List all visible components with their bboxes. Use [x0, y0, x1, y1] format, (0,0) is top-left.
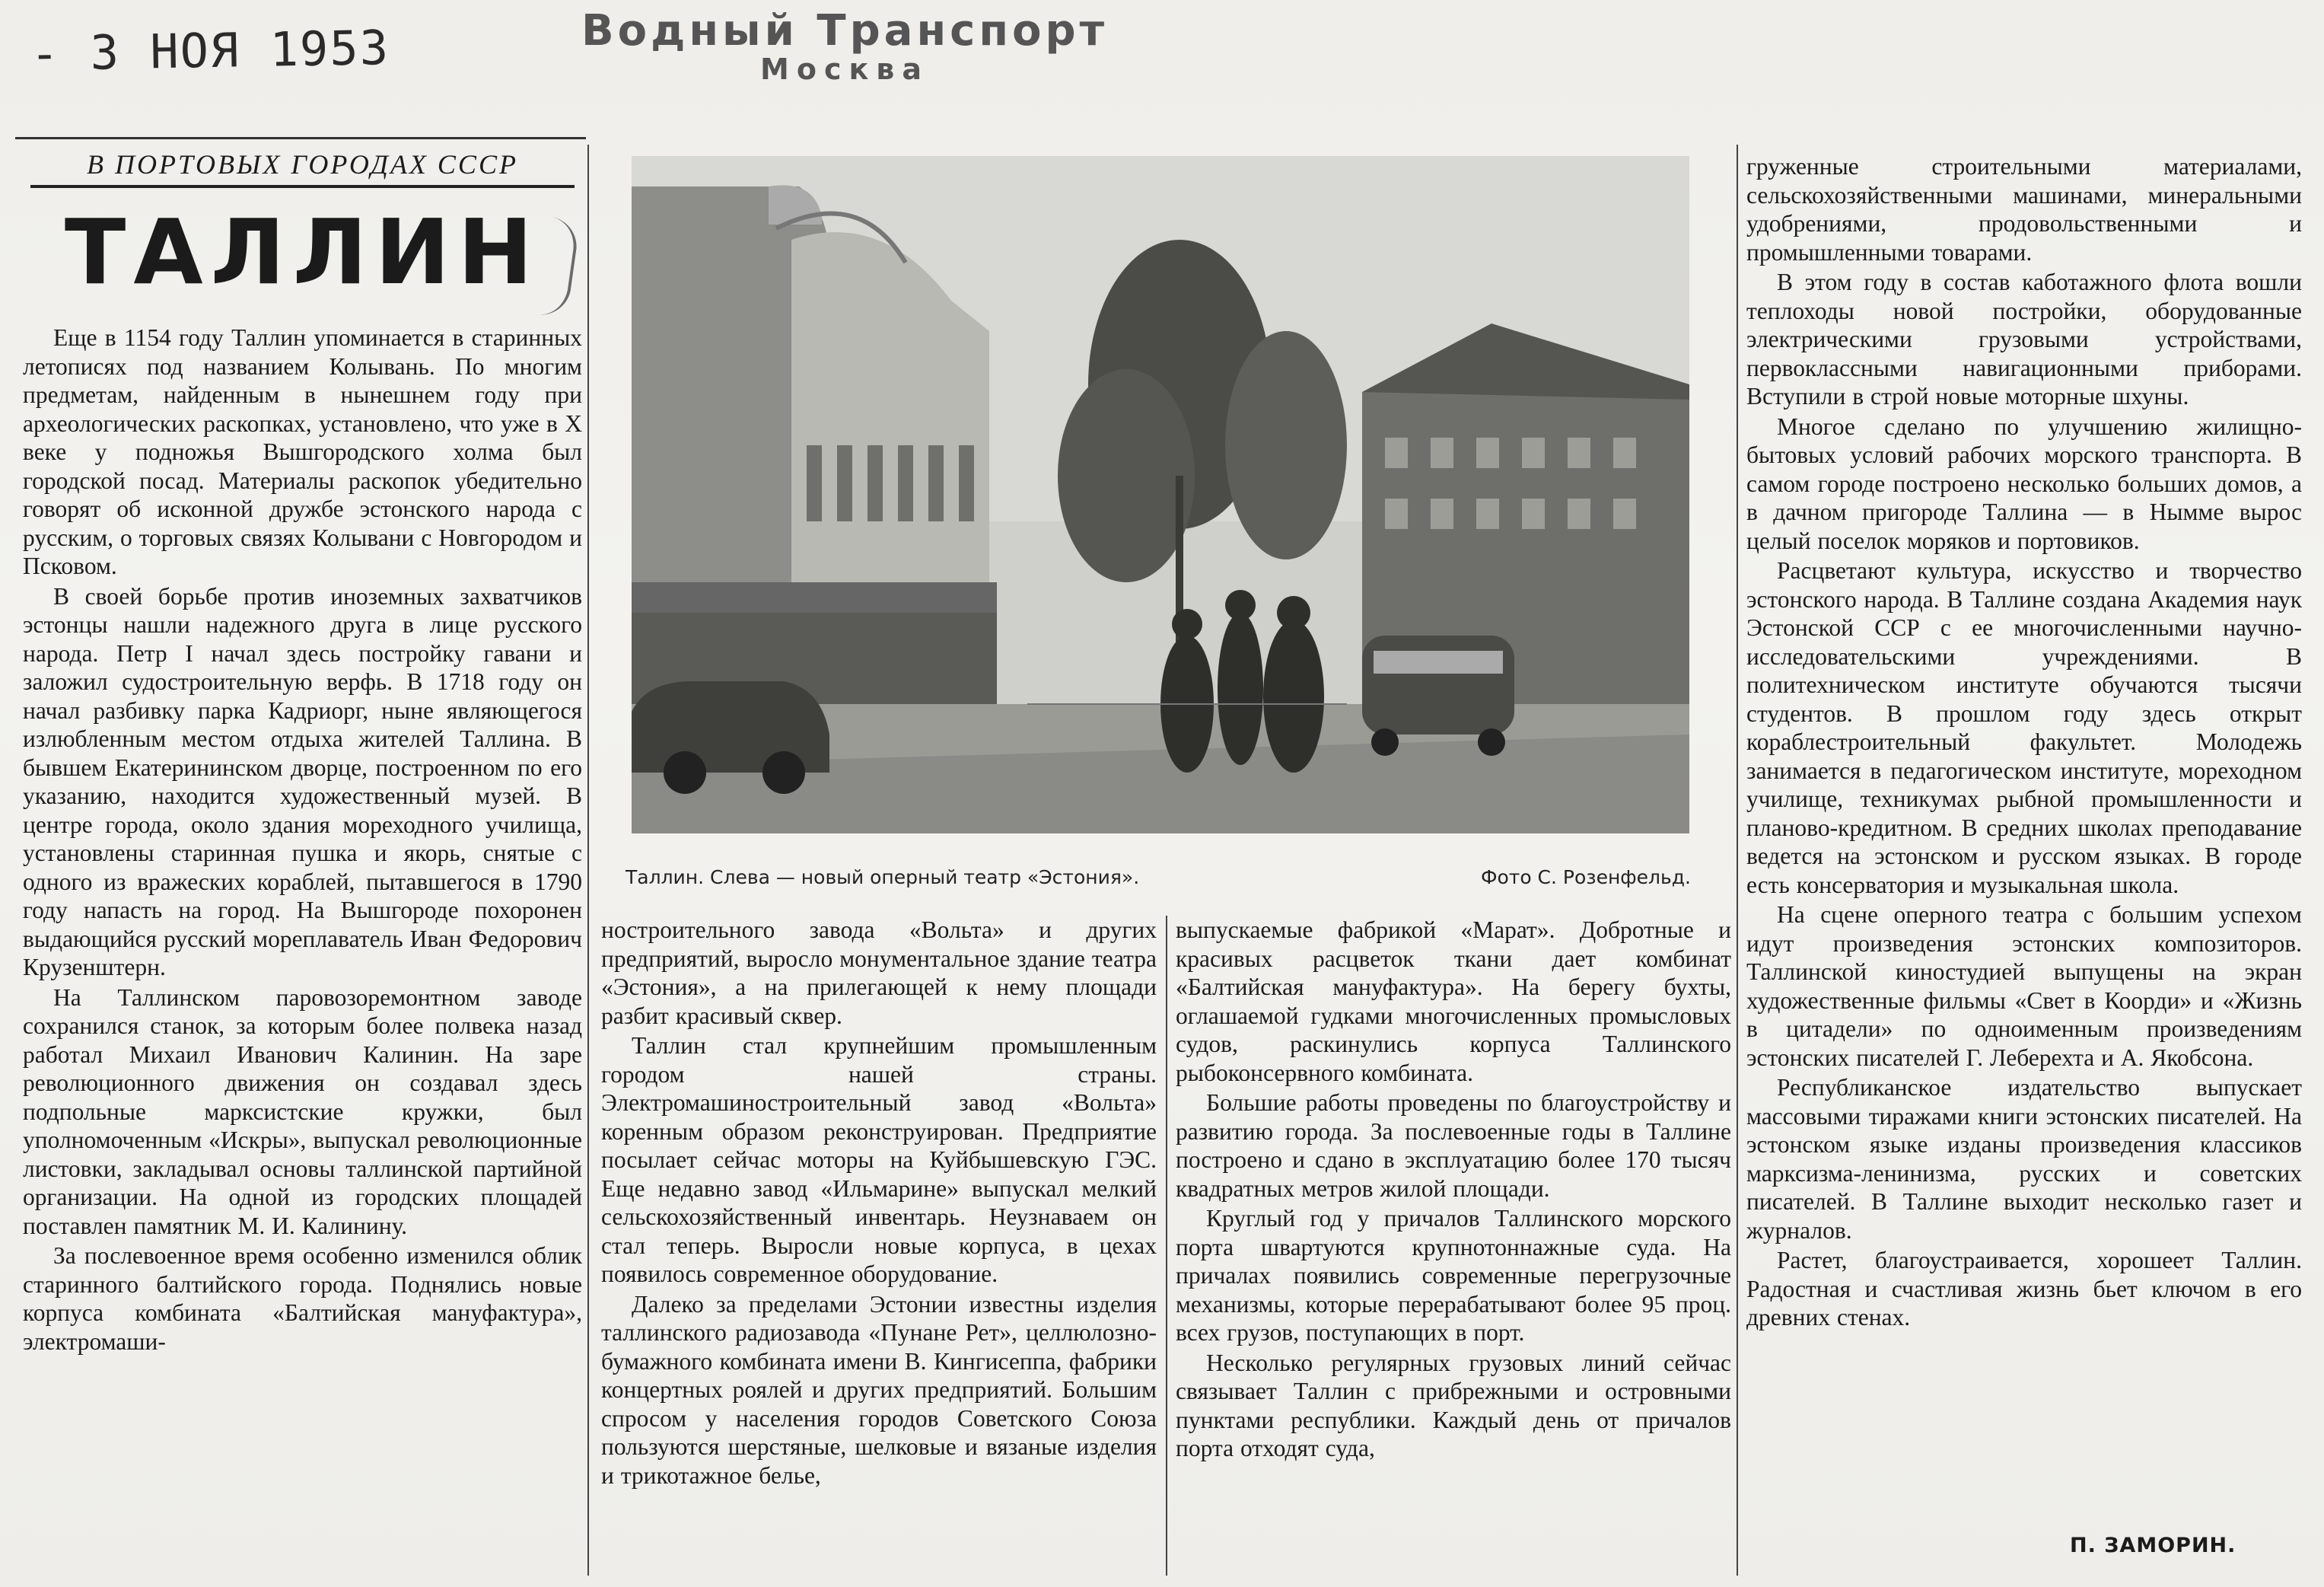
rubric-top-rule: [15, 137, 586, 139]
paragraph: Большие работы проведены по благоустройству и развитию города. За послевоенные годы в Таллине построено и сдано в эксплуатацию более 170 тысяч квадратных метров жилой площади.: [1176, 1089, 1731, 1202]
paragraph: Республиканское издательство выпускает массовыми тиражами книги эстонских писателей. На эстонском языке изданы произведения классиков марксизма-ленинизма, русских и советских писателей. В Таллине выходит несколько газет и журналов.: [1746, 1074, 2302, 1244]
photo-caption-line: [626, 866, 1691, 888]
paragraph: Растет, благоустраивается, хорошеет Таллин. Радостная и счастливая жизнь бьет ключом в его древних стенах.: [1746, 1247, 2302, 1330]
section-rubric: В ПОРТОВЫХ ГОРОДАХ СССР: [30, 148, 575, 188]
article-column-3: [1176, 916, 1731, 1463]
publication-name: Водный Транспорт: [581, 6, 1109, 56]
date-stamp: - 3 НОЯ 1953: [30, 19, 390, 82]
photo-street-scene: [632, 156, 1689, 833]
column-rule: [1737, 145, 1738, 1576]
paragraph: В этом году в состав каботажного флота вошли теплоходы новой постройки, оборудованные электрическими грузовыми устройствами, первоклассными навигационными приборами. Вступили в строй новые моторные шхуны.: [1746, 269, 2302, 409]
article-photo: [632, 156, 1689, 833]
paragraph: В своей борьбе против иноземных захватчиков эстонцы нашли надежного друга в лице русского народа. Петр I начал здесь постройку гавани и заложил судостроительную верфь. В 1718 году он начал разбивку парка Кадриорг, ныне являющегося излюбленным местом отдыха жителей Таллина. В бывшем Екатерининском дворце, построенном по его указанию, находится художественный музей. В центре города, около здания мореходного училища, установлены старинная пушка и якорь, снятые с одного из вражеских кораблей, пытавшегося в 1790 году напасть на город. На Вышгороде похоронен выдающийся русский мореплаватель Иван Федорович Крузенштерн.: [23, 582, 582, 980]
author-signature: П. ЗАМОРИН.: [2070, 1534, 2236, 1557]
paragraph: Далеко за пределами Эстонии известны изделия таллинского радиозавода «Пунане Рет», целлюлозно-бумажного комбината имени В. Кингисеппа, фабрики концертных роялей и других предприятий. Большим спросом у населения городов Советского Союза пользуются шерстяные, шелковые и вязаные изделия и трикотажное белье,: [601, 1290, 1157, 1489]
article-column-4: [1746, 152, 2302, 1332]
photo-caption: Таллин. Слева — новый оперный театр «Эстония».: [626, 866, 1140, 888]
article-column-1: [23, 323, 582, 1356]
photo-credit: Фото С. Розенфельд.: [1480, 866, 1691, 888]
paragraph: На Таллинском паровозоремонтном заводе сохранился станок, за которым более полвека назад работал Михаил Иванович Калинин. На заре революционного движения он создавал здесь подпольные марксистские кружки, был уполномоченным «Искры», выпускал революционные листовки, закладывал основы таллинской партийной организации. На одной из городских площадей поставлен памятник М. И. Калинину.: [23, 983, 582, 1239]
paragraph: выпускаемые фабрикой «Марат». Добротные и красивых расцветок ткани дает комбинат «Балтийская мануфактура». На берегу бухты, оглашаемой гудками многочисленных промысловых судов, раскинулись корпуса Таллинского рыбоконсервного комбината.: [1176, 916, 1731, 1086]
paragraph: груженные строительными материалами, сельскохозяйственными машинами, минеральными удобрениями, продовольственными и промышленными товарами.: [1746, 153, 2302, 266]
paragraph: Еще в 1154 году Таллин упоминается в старинных летописях под названием Колывань. По многим предметам, найденным в нынешнем году при археологических раскопках, установлено, что уже в X веке у подножья Вышгородского холма был городской посад. Материалы раскопок убедительно говорят об исконной дружбе эстонского народа с русским, о торговых связях Колывани с Новгородом и Псковом.: [23, 324, 582, 579]
paragraph: Круглый год у причалов Таллинского морского порта швартуются крупнотоннажные суда. На причалах появились современные перегрузочные механизмы, которые перерабатывают более 95 проц. всех грузов, поступающих в порт.: [1176, 1205, 1731, 1346]
paragraph: ностроительного завода «Вольта» и других предприятий, выросло монументальное здание театра «Эстония», а на прилегающей к нему площади разбит красивый сквер.: [601, 916, 1157, 1029]
column-rule: [587, 145, 589, 1576]
paragraph: Несколько регулярных грузовых линий сейчас связывает Таллин с прибрежными и островными пунктами республики. Каждый день от причалов порта отходят суда,: [1176, 1349, 1731, 1461]
article-headline: ТАЛЛИН: [64, 199, 541, 304]
publication-stamp: [517, 6, 1172, 86]
publication-city: Москва: [760, 53, 929, 86]
paragraph: Таллин стал крупнейшим промышленным городом нашей страны. Электромашиностроительный завод «Вольта» коренным образом реконструирован. Предприятие посылает сейчас моторы на Куйбышевскую ГЭС. Еще недавно завод «Ильмаринe» выпускал мелкий сельскохозяйственный инвентарь. Неузнаваем он стал теперь. Выросли новые корпуса, в цехах появилось современное оборудование.: [601, 1032, 1157, 1287]
paragraph: За послевоенное время особенно изменился облик старинного балтийского города. Поднялись новые корпуса комбината «Балтийская мануфактура», электромаши-: [23, 1242, 582, 1355]
article-column-2: [601, 916, 1157, 1490]
column-rule: [1166, 916, 1167, 1576]
paragraph: Расцветают культура, искусство и творчество эстонского народа. В Таллине создана Академия наук Эстонской ССР с ее многочисленными научно-исследовательскими учреждениями. В политехническом институте обучаются тысячи студентов. В прошлом году здесь открыт кораблестроительный факультет. Молодежь занимается в педагогическом институте, мореходном училище, техникумах рыбной промышленности и планово-кредитном. В средних школах преподавание ведется на эстонском и русском языках. В городе есть консерватория и музыкальная школа.: [1746, 557, 2302, 898]
paragraph: Многое сделано по улучшению жилищно-бытовых условий рабочих морского транспорта. В самом городе построено несколько больших домов, а в дачном пригороде Таллина — в Нымме вырос целый поселок моряков и портовиков.: [1746, 413, 2302, 554]
paragraph: На сцене оперного театра с большим успехом идут произведения эстонских композиторов. Таллинской киностудией выпущены на экран художественные фильмы «Свет в Коорди» и «Жизнь в цитадели» по одноименным произведениям эстонских писателей Г. Леберехта и А. Якобсона.: [1746, 901, 2302, 1071]
